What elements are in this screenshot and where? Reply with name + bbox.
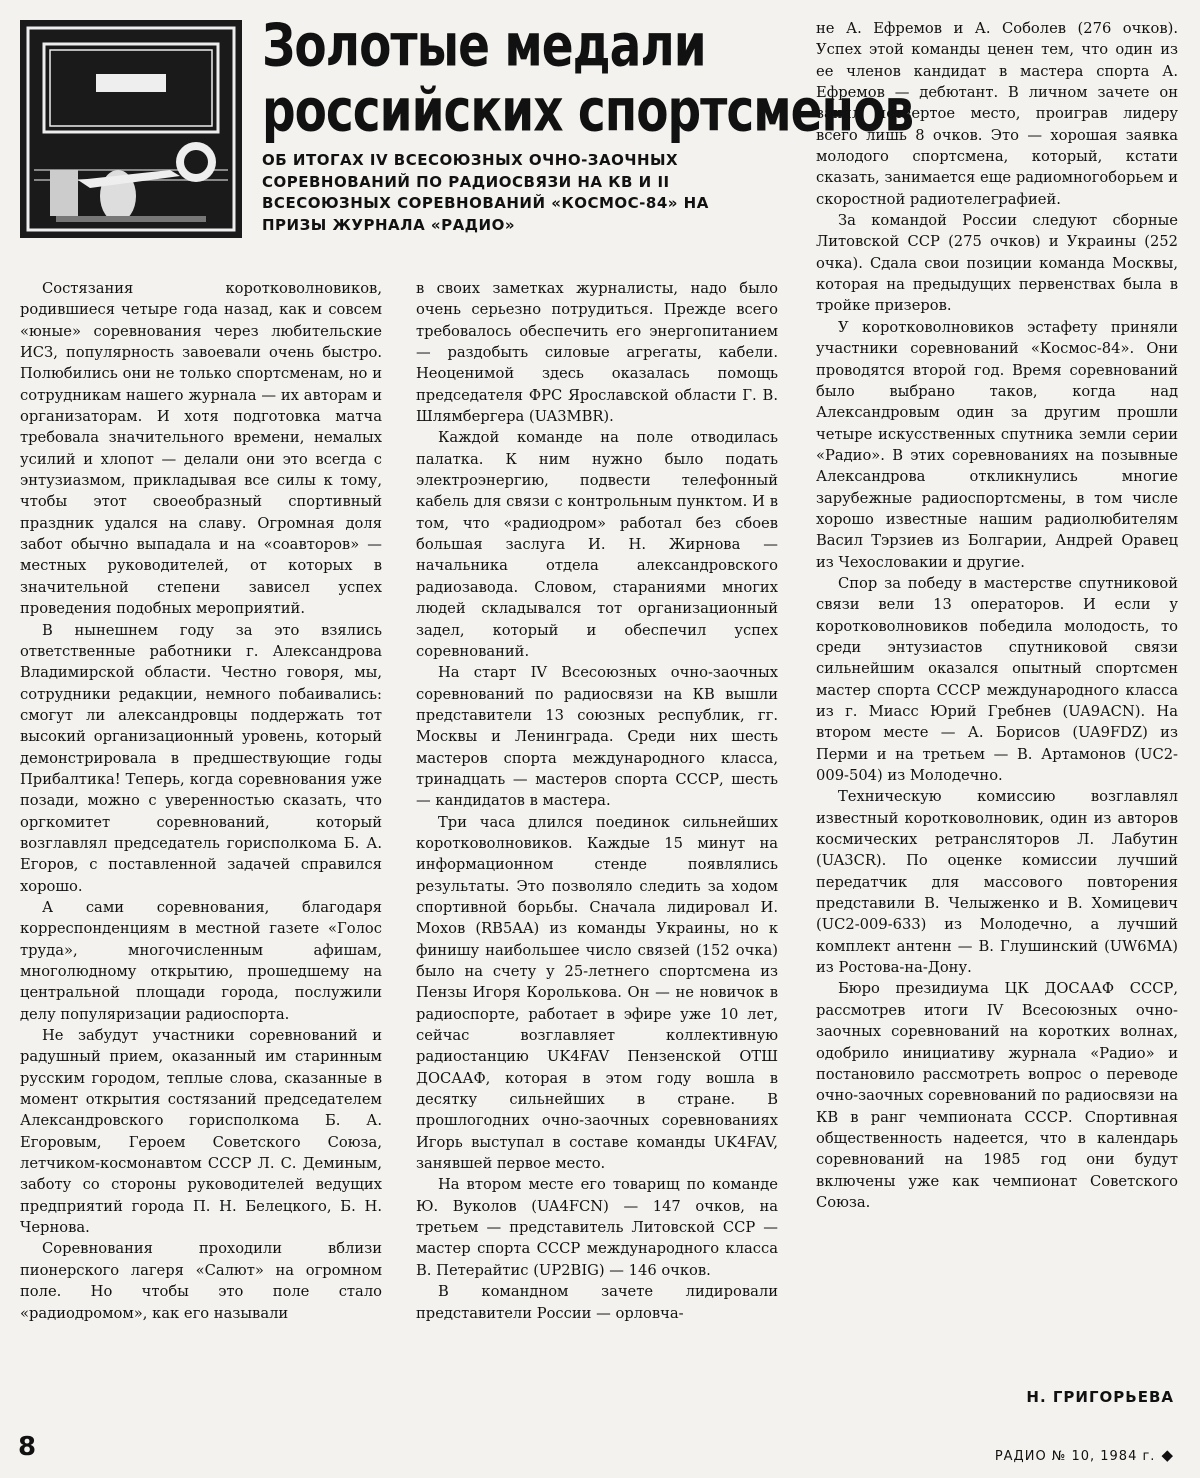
issue-label: РАДИО № 10, 1984 г.: [994, 1449, 1156, 1464]
paragraph: На втором месте его товарищ по команде Ю. Вуколов (UA4FCN) — 147 очков, на третьем — представитель Литовской ССР — мастер спорта СССР международного класса В. Петерайтис (UP2BIG) — 146 очков.: [416, 1176, 778, 1279]
telegraph-key-icon: [20, 20, 242, 238]
paragraph: У коротковолновиков эстафету приняли участники соревнований «Космос-84». Они проводятся второй год. Время соревнований было выбрано таков, когда над Александровым один за другим прошли четыре искусственных спутника земли серии «Радио». В этих соревнованиях на позывные Александрова откликнулись многие зарубежные радиоспортсмены, в том числе хорошо известные нашим радиолюбителям Васил Тэрзиев из Болгарии, Андрей Оравец из Чехословакии и другие.: [816, 318, 1178, 571]
paragraph: В командном зачете лидировали представители России — орловча-: [416, 1283, 778, 1322]
paragraph: Каждой команде на поле отводилась палатка. К ним нужно было подать электроэнергию, подвести телефонный кабель для связи с контрольным пунктом. И в том, что «радиодром» работал без сбоев большая заслуга И. Н. Жирнова — начальника отдела александровского радиозавода. Словом, стараниями многих людей складывался тот организационный задел, который и обеспечил успех соревнований.: [416, 429, 778, 660]
paragraph: в своих заметках журналисты, надо было очень серьезно потрудиться. Прежде всего требовалось обеспечить его энергопитанием — раздобыть силовые агрегаты, кабели. Неоценимой здесь оказалась помощь председателя ФРС Ярославской области Г. В. Шлямбергера (UA3MBR).: [416, 280, 778, 426]
paragraph: Состязания коротковолновиков, родившиеся четыре года назад, как и совсем «юные» соревнования через любительские ИСЗ, популярность завоевали очень быстро. Полюбились они не только спортсменам, но и сотрудникам нашего журнала — их авторам и организаторам. И хотя подготовка матча требовала значительного времени, немалых усилий и хлопот — делали они это всегда с энтузиазмом, прикладывая все силы к тому, чтобы этот своеобразный спортивный праздник удался на славу. Огромная доля забот обычно выпадала и на «соавторов» — местных руководителей, от которых в значительной степени зависел успех проведения подобных мероприятий.: [20, 280, 382, 618]
title-line-2: российских спортсменов: [262, 76, 914, 146]
text-column-3: [816, 18, 1178, 1213]
page-number: 8: [18, 1432, 37, 1462]
title-line-1: Золотые медали: [262, 11, 706, 81]
issue-footer: [995, 1446, 1174, 1464]
paragraph: За командой России следуют сборные Литовской ССР (275 очков) и Украины (252 очка). Сдала свои позиции команда Москвы, которая на предыдущих первенствах была в тройке призеров.: [816, 212, 1178, 315]
paragraph: Техническую комиссию возглавлял известный коротковолновик, один из авторов космических ретрансляторов Л. Лабутин (UA3CR). По оценке комиссии лучший передатчик для массового повторения представили В. Челыженко и В. Хомицевич (UC2-009-633) из Молодечно, а лучший комплект антенн — В. Глушинский (UW6MA) из Ростова-на-Дону.: [816, 788, 1178, 977]
paragraph: В нынешнем году за это взялись ответственные работники г. Александрова Владимирской области. Честно говоря, мы, сотрудники редакции, немного побаивались: смогут ли александровцы поддержать тот высокий организационный уровень, который демонстрировала в предшествующие годы Прибалтика! Теперь, когда соревнования уже позади, можно с уверенностью сказать, что оргкомитет соревнований, который возглавлял председатель горисполкома Б. А. Егоров, с поставленной задачей справился хорошо.: [20, 621, 382, 895]
paragraph: Спор за победу в мастерстве спутниковой связи вели 13 операторов. И если у коротковолновиков победила молодость, то среди энтузиастов спутниковой связи сильнейшим оказался опытный спортсмен мастер спорта СССР международного класса из г. Миасс Юрий Гребнев (UA9ACN). На втором месте — А. Борисов (UA9FDZ) из Перми и на третьем — В. Артамонов (UC2-009-504) из Молодечно.: [816, 574, 1178, 785]
paragraph: Бюро президиума ЦК ДОСААФ СССР, рассмотрев итоги IV Всесоюзных очно-заочных соревнований на коротких волнах, одобрило инициативу журнала «Радио» и постановило рассмотреть вопрос о переводе очно-заочных соревнований по радиосвязи на КВ в ранг чемпионата СССР. Спортивная общественность надеется, что в календарь соревнований на 1985 год они будут включены уже как чемпионат Советского Союза.: [816, 980, 1178, 1211]
paragraph: На старт IV Всесоюзных очно-заочных соревнований по радиосвязи на КВ вышли представители 13 союзных республик, гг. Москвы и Ленинграда. Среди них шесть мастеров спорта международного класса, тринадцать — мастеров спорта СССР, шесть — кандидатов в мастера.: [416, 664, 778, 810]
paragraph: Соревнования проходили вблизи пионерского лагеря «Салют» на огромном поле. Но чтобы это поле стало «радиодромом», как его называли: [20, 1240, 382, 1322]
author-signature: Н. ГРИГОРЬЕВА: [1026, 1388, 1174, 1406]
article-subtitle: ОБ ИТОГАХ IV ВСЕСОЮЗНЫХ ОЧНО-ЗАОЧНЫХ СОРЕВНОВАНИЙ ПО РАДИОСВЯЗИ НА КВ И II ВСЕСОЮЗНЫХ СОРЕВНОВАНИЙ «КОСМОС-84» НА ПРИЗЫ ЖУРНАЛА «РАДИО»: [262, 151, 709, 234]
text-column-2: [416, 278, 778, 1324]
article-title: [262, 11, 914, 146]
paragraph: Не забудут участники соревнований и радушный прием, оказанный им старинным русским городом, теплые слова, сказанные в момент открытия состязаний председателем Александровского горисполкома Б. А. Егоровым, Героем Советского Союза, летчиком-космонавтом СССР Л. С. Деминым, заботу со стороны руководителей ведущих предприятий города П. Н. Белецкого, Б. Н. Чернова.: [20, 1027, 382, 1237]
paragraph: А сами соревнования, благодаря корреспонденциям в местной газете «Голос труда», многочисленным афишам, многолюдному открытию, прошедшему на центральной площади города, послужили делу популяризации радиоспорта.: [20, 898, 382, 1023]
paragraph: Три часа длился поединок сильнейших коротковолновиков. Каждые 15 минут на информационном стенде появлялись результаты. Это позволяло следить за ходом спортивной борьбы. Сначала лидировал И. Мохов (RB5AA) из команды Украины, но к финишу наибольшее число связей (152 очка) было на счету у 25-летнего спортсмена из Пензы Игоря Королькова. Он — не новичок в радиоспорте, работает в эфире уже 10 лет, сейчас возглавляет коллективную радиостанцию UK4FAV Пензенской ОТШ ДОСААФ, которая в этом году вошла в десятку сильнейших в стране. В прошлогодних очно-заочных соревнованиях Игорь выступал в составе команды UK4FAV, занявшей первое место.: [416, 813, 778, 1173]
diamond-icon: ◆: [1161, 1446, 1174, 1464]
text-column-1: [20, 278, 382, 1324]
paragraph: не А. Ефремов и А. Соболев (276 очков). Успех этой команды ценен тем, что один из ее членов кандидат в мастера спорта А. Ефремов — дебютант. В личном зачете он занял четвертое место, проиграв лидеру всего лишь 8 очков. Это — хорошая заявка молодого спортсмена, который, кстати сказать, занимается еще радиомногоборьем и скоростной радиотелеграфией.: [816, 20, 1178, 208]
